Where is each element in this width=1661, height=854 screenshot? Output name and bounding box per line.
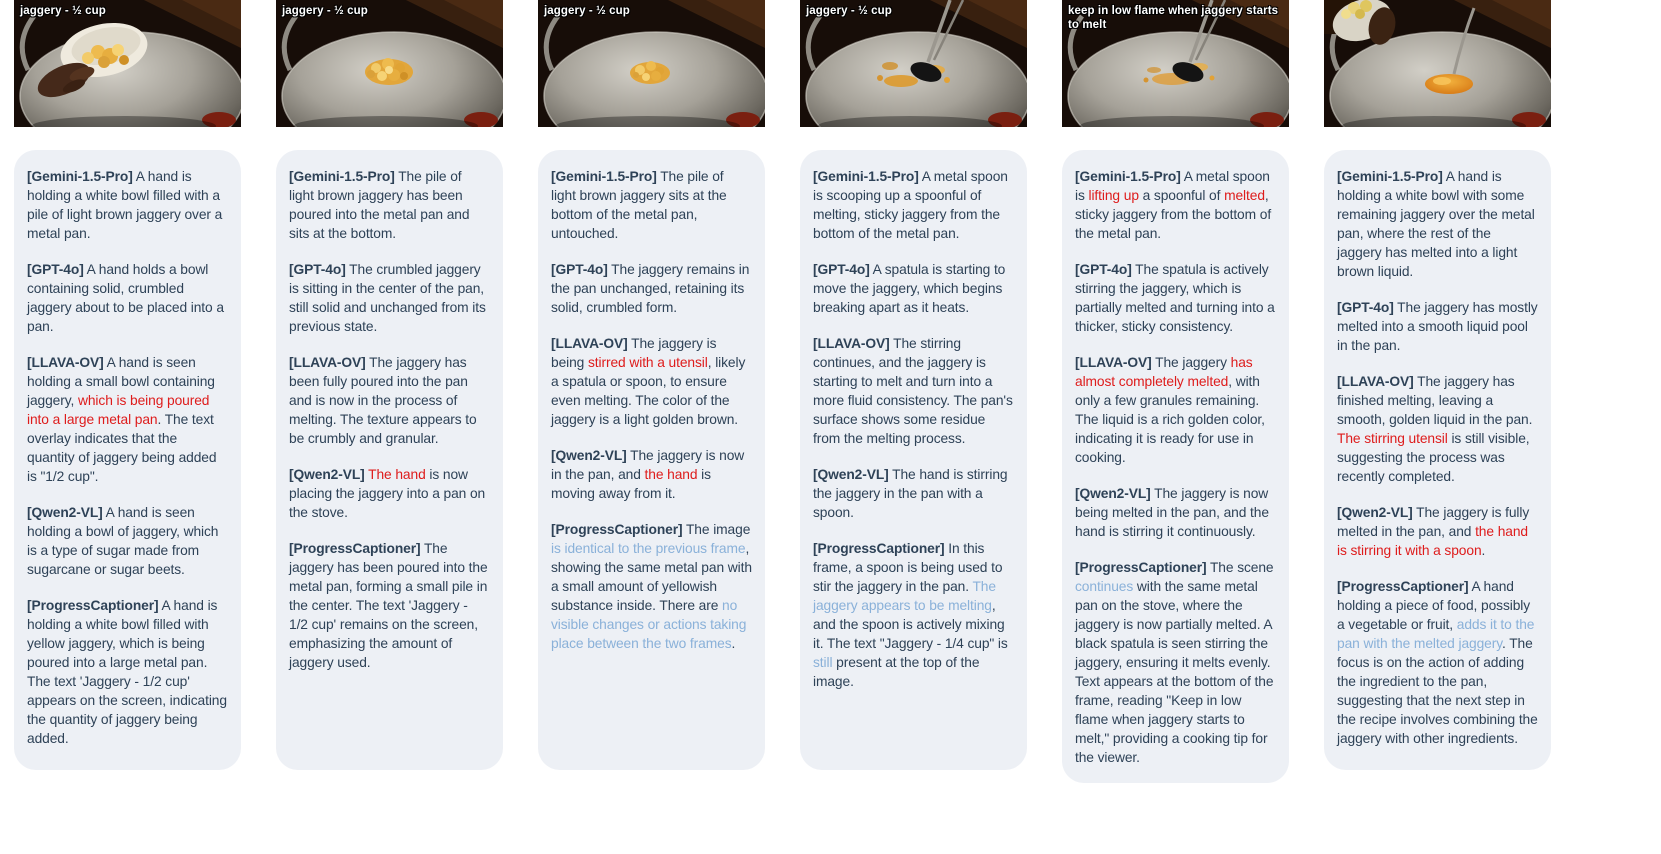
- note-text: still: [813, 655, 833, 670]
- caption-qwen2-vl: [1337, 503, 1538, 560]
- caption-panel: [538, 150, 765, 770]
- column-frame-4: [800, 0, 1027, 770]
- caption-gemini-1-5-pro: [551, 167, 752, 243]
- caption-text: .: [1481, 543, 1486, 558]
- caption-text: A metal spoon is scooping up a spoonful of melting, sticky jaggery from the bottom of the metal pan.: [813, 169, 1008, 241]
- caption-text: , and the spoon is actively mixing it. The text "Jaggery - 1/4 cup" is: [813, 598, 1008, 651]
- model-label: [GPT-4o]: [551, 262, 608, 277]
- caption-text: , showing the same metal pan with a small amount of yellowish substance inside. There are: [551, 541, 752, 613]
- pile-in-pan-illustration: [276, 0, 503, 127]
- error-text: has almost completely melted: [1075, 355, 1253, 389]
- model-label: [Qwen2-VL]: [1337, 505, 1413, 520]
- caption-qwen2-vl: [1075, 484, 1276, 541]
- caption-text: The jaggery has finished melting, leaving a smooth, golden liquid in the pan.: [1337, 374, 1533, 427]
- caption-text: is now placing the jaggery into a pan on the stove.: [289, 467, 486, 520]
- column-frame-6: [1324, 0, 1551, 770]
- caption-text: . The focus is on the action of adding the ingredient to the pan, suggesting that the next step in the recipe involves combining the jaggery with other ingredients.: [1337, 636, 1538, 746]
- model-label: [Gemini-1.5-Pro]: [551, 169, 657, 184]
- caption-progresscaptioner: [1337, 577, 1538, 748]
- caption-panel: [1062, 150, 1289, 783]
- video-frame-thumbnail: [276, 0, 503, 127]
- caption-text: A hand is holding a white bowl with some remaining jaggery over the metal pan, where the rest of the jaggery has melted into a light brown liquid.: [1337, 169, 1535, 279]
- caption-gemini-1-5-pro: [1075, 167, 1276, 243]
- caption-progresscaptioner: [289, 539, 490, 672]
- caption-text: with the same metal pan on the stove, where the jaggery is now partially melted. A black spatula is seen stirring the jaggery, ensuring it melts evenly. Text appears at the bottom of the frame, reading "Keep in low flame when jaggery starts to melt," providing a cooking tip for the viewer.: [1075, 579, 1274, 765]
- model-label: [ProgressCaptioner]: [551, 522, 683, 537]
- caption-text: The hand is stirring the jaggery in the pan with a spoon.: [813, 467, 1008, 520]
- model-label: [LLAVA-OV]: [813, 336, 890, 351]
- caption-text: A spatula is starting to move the jaggery, which begins breaking apart as it heats.: [813, 262, 1006, 315]
- video-frame-thumbnail: [1062, 0, 1289, 127]
- caption-panel: [14, 150, 241, 770]
- caption-text: , likely a spatula or spoon, to ensure even melting. The color of the jaggery is a light golden brown.: [551, 355, 746, 427]
- video-frame-thumbnail: [800, 0, 1027, 127]
- caption-text: The spatula is actively stirring the jaggery, which is partially melted and turning into a thicker, sticky consistency.: [1075, 262, 1275, 334]
- caption-text: A hand is holding a white bowl filled with a pile of light brown jaggery over a metal pan.: [27, 169, 223, 241]
- model-label: [Gemini-1.5-Pro]: [27, 169, 133, 184]
- caption-llava-ov: [813, 334, 1014, 448]
- caption-qwen2-vl: [27, 503, 228, 579]
- column-frame-1: [14, 0, 241, 770]
- bowl-over-pan-illustration: [14, 0, 241, 127]
- video-frame-thumbnail: [1324, 0, 1551, 127]
- caption-text: , with only a few granules remaining. The liquid is a rich golden color, indicating it is ready for use in cooking.: [1075, 374, 1265, 465]
- stirring-start-illustration: [800, 0, 1027, 127]
- caption-text: The jaggery is now being melted in the pan, and the hand is stirring it continuously.: [1075, 486, 1269, 539]
- caption-text: A hand holding a piece of food, possibly a vegetable or fruit,: [1337, 579, 1531, 632]
- frame-overlay-text: jaggery - ½ cup: [282, 5, 368, 17]
- note-text: continues: [1075, 579, 1134, 594]
- video-frame-thumbnail: [538, 0, 765, 127]
- model-label: [GPT-4o]: [813, 262, 870, 277]
- caption-text: The pile of light brown jaggery sits at the bottom of the metal pan, untouched.: [551, 169, 727, 241]
- model-label: [ProgressCaptioner]: [1075, 560, 1207, 575]
- caption-text: The jaggery is fully melted in the pan, and: [1337, 505, 1530, 539]
- error-text: The stirring utensil: [1337, 431, 1448, 446]
- caption-text: The pile of light brown jaggery has been poured into the metal pan and sits at the bottom.: [289, 169, 470, 241]
- note-text: is identical to the previous frame: [551, 541, 746, 556]
- model-label: [Qwen2-VL]: [813, 467, 889, 482]
- model-label: [ProgressCaptioner]: [1337, 579, 1469, 594]
- caption-gemini-1-5-pro: [289, 167, 490, 243]
- caption-qwen2-vl: [551, 446, 752, 503]
- model-label: [ProgressCaptioner]: [289, 541, 421, 556]
- caption-gpt-4o: [27, 260, 228, 336]
- caption-llava-ov: [1337, 372, 1538, 486]
- error-text: stirred with a utensil: [588, 355, 708, 370]
- column-frame-2: [276, 0, 503, 770]
- model-label: [GPT-4o]: [1075, 262, 1132, 277]
- caption-gemini-1-5-pro: [813, 167, 1014, 243]
- note-text: no visible changes or actions taking place between the two frames: [551, 598, 747, 651]
- caption-panel: [276, 150, 503, 770]
- column-frame-3: [538, 0, 765, 770]
- caption-text: is still visible, suggesting the process was recently completed.: [1337, 431, 1530, 484]
- caption-llava-ov: [289, 353, 490, 448]
- caption-progresscaptioner: [551, 520, 752, 653]
- model-label: [LLAVA-OV]: [289, 355, 366, 370]
- model-label: [ProgressCaptioner]: [27, 598, 159, 613]
- caption-text: The jaggery has been poured into the metal pan, forming a small pile in the center. The text 'Jaggery - 1/2 cup' remains on the screen, emphasizing the amount of jaggery used.: [289, 541, 488, 670]
- caption-text: , sticky jaggery from the bottom of the metal pan.: [1075, 188, 1272, 241]
- error-text: melted: [1224, 188, 1265, 203]
- caption-text: The stirring continues, and the jaggery is starting to melt and turn into a more fluid consistency. The pan's surface shows some residue from the melting process.: [813, 336, 1013, 446]
- caption-gpt-4o: [551, 260, 752, 317]
- caption-text: The jaggery remains in the pan unchanged, retaining its solid, crumbled form.: [551, 262, 750, 315]
- caption-text: The jaggery has mostly melted into a smooth liquid pool in the pan.: [1337, 300, 1538, 353]
- adding-ingredient-illustration: [1324, 0, 1551, 127]
- model-label: [Qwen2-VL]: [27, 505, 103, 520]
- caption-qwen2-vl: [289, 465, 490, 522]
- error-text: lifting up: [1088, 188, 1139, 203]
- model-label: [Gemini-1.5-Pro]: [813, 169, 919, 184]
- caption-text: In this frame, a spoon is being used to stir the jaggery in the pan.: [813, 541, 1003, 594]
- caption-text: The crumbled jaggery is sitting in the center of the pan, still solid and unchanged from its previous state.: [289, 262, 486, 334]
- caption-llava-ov: [27, 353, 228, 486]
- model-label: [LLAVA-OV]: [1337, 374, 1414, 389]
- frame-overlay-text: keep in low flame when jaggery starts to melt: [1068, 5, 1279, 31]
- video-frame-thumbnail: [14, 0, 241, 127]
- caption-gpt-4o: [813, 260, 1014, 317]
- model-label: [Gemini-1.5-Pro]: [1337, 169, 1443, 184]
- caption-text: A metal spoon is: [1075, 169, 1270, 203]
- model-label: [LLAVA-OV]: [27, 355, 104, 370]
- caption-text: The image: [685, 522, 751, 537]
- caption-text: The jaggery: [1155, 355, 1231, 370]
- model-label: [Qwen2-VL]: [289, 467, 365, 482]
- caption-text: a spoonful of: [1138, 188, 1225, 203]
- error-text: the hand is stirring it with a spoon: [1337, 524, 1528, 558]
- frame-overlay-text: jaggery - ½ cup: [544, 5, 630, 17]
- model-label: [LLAVA-OV]: [1075, 355, 1152, 370]
- caption-progresscaptioner: [27, 596, 228, 748]
- model-label: [Gemini-1.5-Pro]: [1075, 169, 1181, 184]
- model-label: [LLAVA-OV]: [551, 336, 628, 351]
- note-text: adds it to the pan with the melted jaggery: [1337, 617, 1535, 651]
- caption-text: The jaggery is now in the pan, and: [551, 448, 745, 482]
- caption-llava-ov: [1075, 353, 1276, 467]
- note-text: The jaggery appears to be melting: [813, 579, 996, 613]
- caption-panel: [1324, 150, 1551, 770]
- caption-gpt-4o: [1337, 298, 1538, 355]
- caption-progresscaptioner: [813, 539, 1014, 691]
- caption-panel: [800, 150, 1027, 770]
- caption-text: .: [731, 636, 736, 651]
- caption-qwen2-vl: [813, 465, 1014, 522]
- pile-in-pan-small-illustration: [538, 0, 765, 127]
- model-label: [Qwen2-VL]: [1075, 486, 1151, 501]
- caption-text: . The text overlay indicates that the quantity of jaggery being added is "1/2 cup".: [27, 412, 217, 484]
- error-text: the hand: [644, 467, 698, 482]
- caption-text: A hand holds a bowl containing solid, crumbled jaggery about to be placed into a pan.: [27, 262, 224, 334]
- caption-gemini-1-5-pro: [27, 167, 228, 243]
- caption-llava-ov: [551, 334, 752, 429]
- frame-overlay-text: jaggery - ½ cup: [20, 5, 106, 17]
- caption-text: present at the top of the image.: [813, 655, 980, 689]
- caption-text: The scene: [1209, 560, 1274, 575]
- caption-progresscaptioner: [1075, 558, 1276, 767]
- frame-overlay-text: jaggery - ½ cup: [806, 5, 892, 17]
- error-text: which is being poured into a large metal pan: [27, 393, 210, 427]
- caption-text: A hand is seen holding a small bowl containing jaggery,: [27, 355, 215, 408]
- caption-text: The jaggery has been fully poured into the pan and is now in the process of melting. The texture appears to be crumbly and granular.: [289, 355, 477, 446]
- caption-gpt-4o: [1075, 260, 1276, 336]
- model-label: [Qwen2-VL]: [551, 448, 627, 463]
- caption-gemini-1-5-pro: [1337, 167, 1538, 281]
- error-text: The hand: [368, 467, 426, 482]
- column-frame-5: [1062, 0, 1289, 783]
- caption-text: A hand is seen holding a bowl of jaggery, which is a type of sugar made from sugarcane or sugar beets.: [27, 505, 219, 577]
- model-label: [GPT-4o]: [289, 262, 346, 277]
- caption-text: A hand is holding a white bowl filled with yellow jaggery, which is being poured into a large metal pan. The text 'Jaggery - 1/2 cup' appears on the screen, indicating the quantity of jaggery being added.: [27, 598, 227, 746]
- model-label: [GPT-4o]: [1337, 300, 1394, 315]
- caption-text: The jaggery is being: [551, 336, 717, 370]
- model-label: [ProgressCaptioner]: [813, 541, 945, 556]
- model-label: [Gemini-1.5-Pro]: [289, 169, 395, 184]
- model-label: [GPT-4o]: [27, 262, 84, 277]
- caption-gpt-4o: [289, 260, 490, 336]
- caption-text: is moving away from it.: [551, 467, 711, 501]
